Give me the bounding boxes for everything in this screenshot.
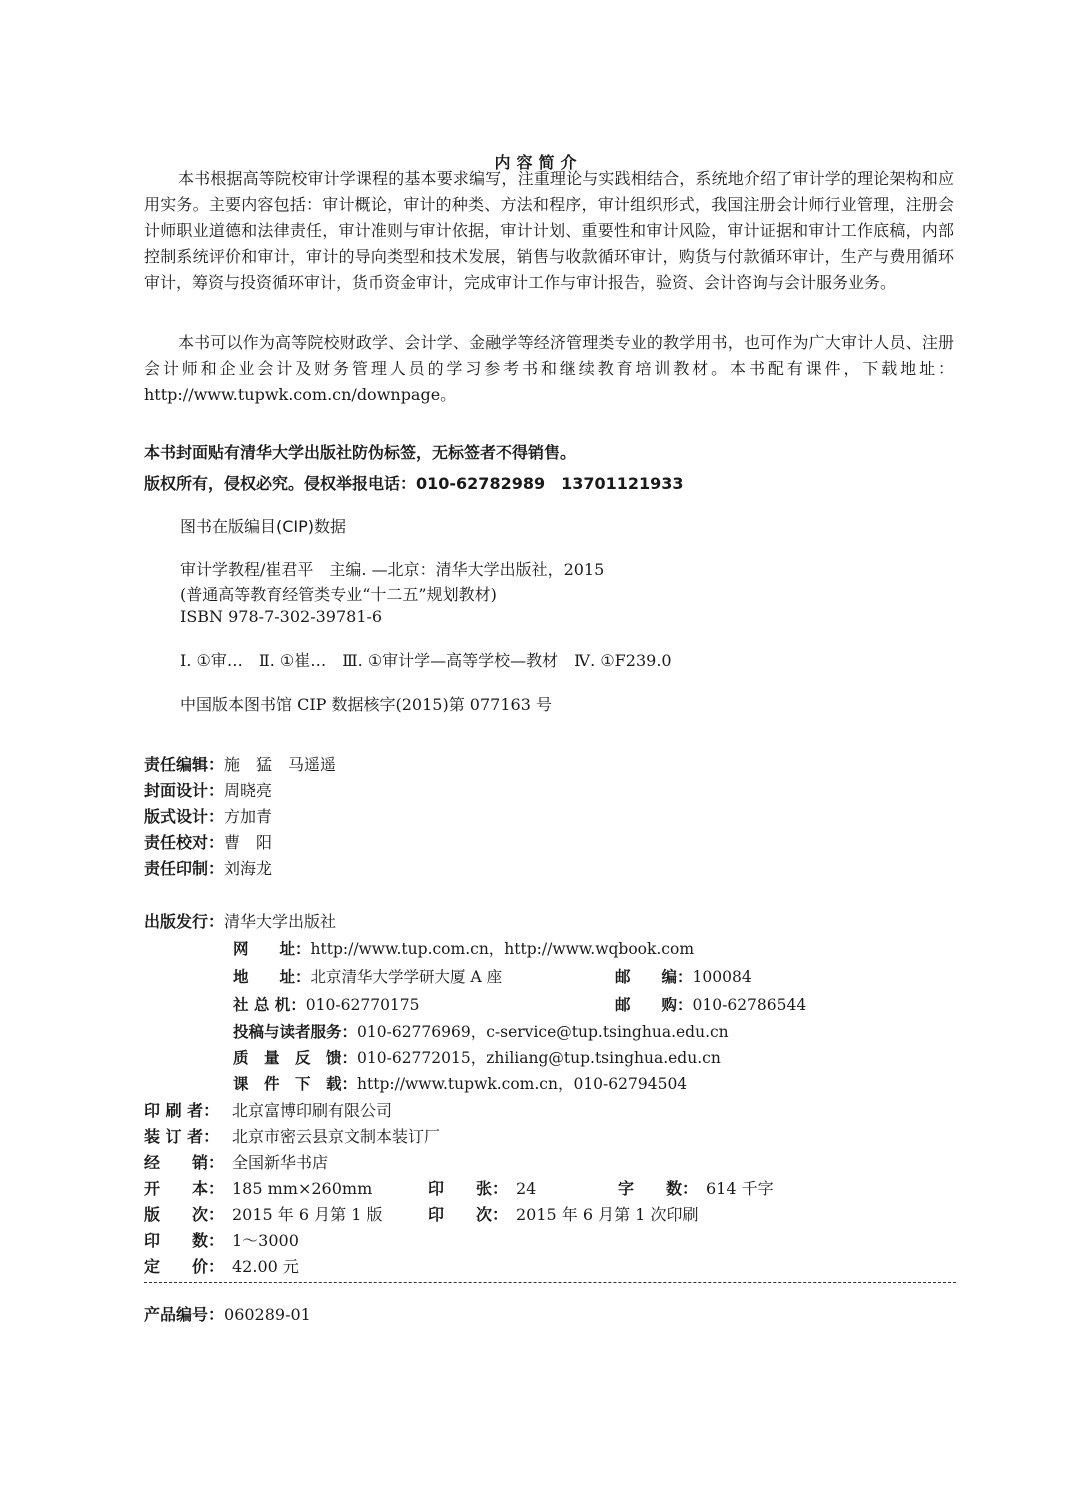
intro-paragraph-1: 本书根据高等院校审计学课程的基本要求编写，注重理论与实践相结合，系统地介绍了审计学的理论架构和应用实务。主要内容包括：审计概论，审计的种类、方法和程序，审计组织形式，我国注册会计师行业管理，注册会计师职业道德和法律责任，审计准则与审计依据，审计计划、重要性和审计风险，审计证据和审计工作底稿，内部控制系统评价和审计，审计的导向类型和技术发展，销售与收款循环审计，购货与付款循环审计，生产与费用循环审计，筹资与投资循环审计，货币资金审计，完成审计工作与审计报告，验资、会计咨询与会计服务业务。 <box>144 169 954 292</box>
format-row <box>144 1176 372 1199</box>
edition-label: 版 次： <box>144 1205 225 1224</box>
impression-label: 印 次： <box>428 1205 509 1224</box>
print-run-value: 1～3000 <box>232 1231 299 1250</box>
price-label: 定 价： <box>144 1257 225 1276</box>
feedback-label: 质 量 反 馈： <box>233 1049 358 1067</box>
words-label: 字 数： <box>618 1179 699 1198</box>
price-row <box>144 1254 299 1277</box>
submission-label: 投稿与读者服务： <box>233 1023 358 1041</box>
format-label: 开 本： <box>144 1179 225 1198</box>
staff-value: 方加青 <box>224 807 273 826</box>
feedback-row <box>233 1046 721 1068</box>
publisher-row <box>144 909 336 932</box>
impression-value: 2015 年 6 月第 1 次印刷 <box>516 1205 699 1224</box>
staff-label: 责任编辑： <box>144 755 225 774</box>
cip-line-2: (普通高等教育经管类专业“十二五”规划教材) <box>180 585 497 604</box>
mailorder-label: 邮 购： <box>615 996 693 1014</box>
address-label: 地 址： <box>233 968 311 986</box>
address-row <box>233 965 502 987</box>
print-run-row <box>144 1228 299 1251</box>
intro-paragraph-2: 本书可以作为高等院校财政学、会计学、金融学等经济管理类专业的教学用书，也可作为广大审计人员、注册会计师和企业会计及财务管理人员的学习参考书和继续教育培训教材。本书配有课件，下载地址：http://www.tupwk.com.cn/downpage。 <box>144 333 954 404</box>
website-label: 网 址： <box>233 940 311 958</box>
edition-row <box>144 1202 383 1225</box>
mailorder-row <box>615 993 806 1015</box>
printer-label: 印 刷 者： <box>144 1101 220 1120</box>
sheets-row <box>428 1176 536 1199</box>
product-number-row <box>144 1302 311 1325</box>
postcode-label: 邮 编： <box>615 968 693 986</box>
distributor-label: 经 销： <box>144 1153 225 1172</box>
print-run-label: 印 数： <box>144 1231 225 1250</box>
words-row <box>618 1176 774 1199</box>
printer-value: 北京富博印刷有限公司 <box>232 1101 393 1120</box>
switchboard-label: 社 总 机： <box>233 996 306 1014</box>
printer-row <box>144 1098 392 1121</box>
staff-label: 封面设计： <box>144 781 225 800</box>
copyright-notice: 版权所有，侵权必究。侵权举报电话：010-62782989 13701121933 <box>144 474 684 493</box>
words-value: 614 千字 <box>706 1179 774 1198</box>
cip-heading: 图书在版编目(CIP)数据 <box>180 517 347 536</box>
dashed-divider <box>144 1282 956 1283</box>
publisher-name: 清华大学出版社 <box>224 912 337 931</box>
publisher-label: 出版发行： <box>144 912 225 931</box>
postcode-value: 100084 <box>692 968 752 986</box>
impression-row <box>428 1202 699 1225</box>
cip-classification: Ⅰ. ①审… Ⅱ. ①崔… Ⅲ. ①审计学—高等学校—教材 Ⅳ. ①F239.0 <box>180 651 672 670</box>
website-row <box>233 937 694 959</box>
staff-label: 责任校对： <box>144 833 225 852</box>
staff-value: 刘海龙 <box>224 859 273 878</box>
sheets-value: 24 <box>516 1179 537 1198</box>
edition-value: 2015 年 6 月第 1 版 <box>232 1205 383 1224</box>
website-value: http://www.tup.com.cn，http://www.wqbook.com <box>310 940 695 958</box>
download-row <box>233 1072 687 1094</box>
switchboard-value: 010-62770175 <box>305 996 420 1014</box>
mailorder-value: 010-62786544 <box>692 996 807 1014</box>
staff-value: 曹 阳 <box>224 833 273 852</box>
postcode-row <box>615 965 752 987</box>
staff-row <box>144 804 272 827</box>
switchboard-row <box>233 993 420 1015</box>
staff-row <box>144 830 272 853</box>
binder-value: 北京市密云县京文制本装订厂 <box>232 1127 441 1146</box>
cip-record: 中国版本图书馆 CIP 数据核字(2015)第 077163 号 <box>180 695 552 714</box>
distributor-value: 全国新华书店 <box>232 1153 329 1172</box>
download-value: http://www.tupwk.com.cn，010-62794504 <box>357 1075 688 1093</box>
binder-label: 装 订 者： <box>144 1127 220 1146</box>
staff-label: 版式设计： <box>144 807 225 826</box>
feedback-value: 010-62772015，zhiliang@tup.tsinghua.edu.cn <box>357 1049 721 1067</box>
price-value: 42.00 元 <box>232 1257 299 1276</box>
submission-row <box>233 1020 729 1042</box>
product-number-value: 060289-01 <box>224 1305 311 1324</box>
staff-value: 施 猛 马遥遥 <box>224 755 337 774</box>
staff-row <box>144 752 336 775</box>
address-value: 北京清华大学学研大厦 A 座 <box>310 968 503 986</box>
staff-row <box>144 856 272 879</box>
intro-title: 内容简介 <box>494 153 583 172</box>
anti-counterfeit-notice: 本书封面贴有清华大学出版社防伪标签，无标签者不得销售。 <box>144 443 577 462</box>
distributor-row <box>144 1150 328 1173</box>
cip-line-1: 审计学教程/崔君平 主编. —北京：清华大学出版社，2015 <box>180 560 605 579</box>
staff-value: 周晓亮 <box>224 781 273 800</box>
staff-row <box>144 778 272 801</box>
product-number-label: 产品编号： <box>144 1305 225 1324</box>
sheets-label: 印 张： <box>428 1179 509 1198</box>
binder-row <box>144 1124 440 1147</box>
staff-label: 责任印制： <box>144 859 225 878</box>
submission-value: 010-62776969，c-service@tup.tsinghua.edu.cn <box>357 1023 729 1041</box>
cip-isbn: ISBN 978-7-302-39781-6 <box>180 607 383 626</box>
format-value: 185 mm×260mm <box>232 1179 373 1198</box>
download-label: 课 件 下 载： <box>233 1075 358 1093</box>
